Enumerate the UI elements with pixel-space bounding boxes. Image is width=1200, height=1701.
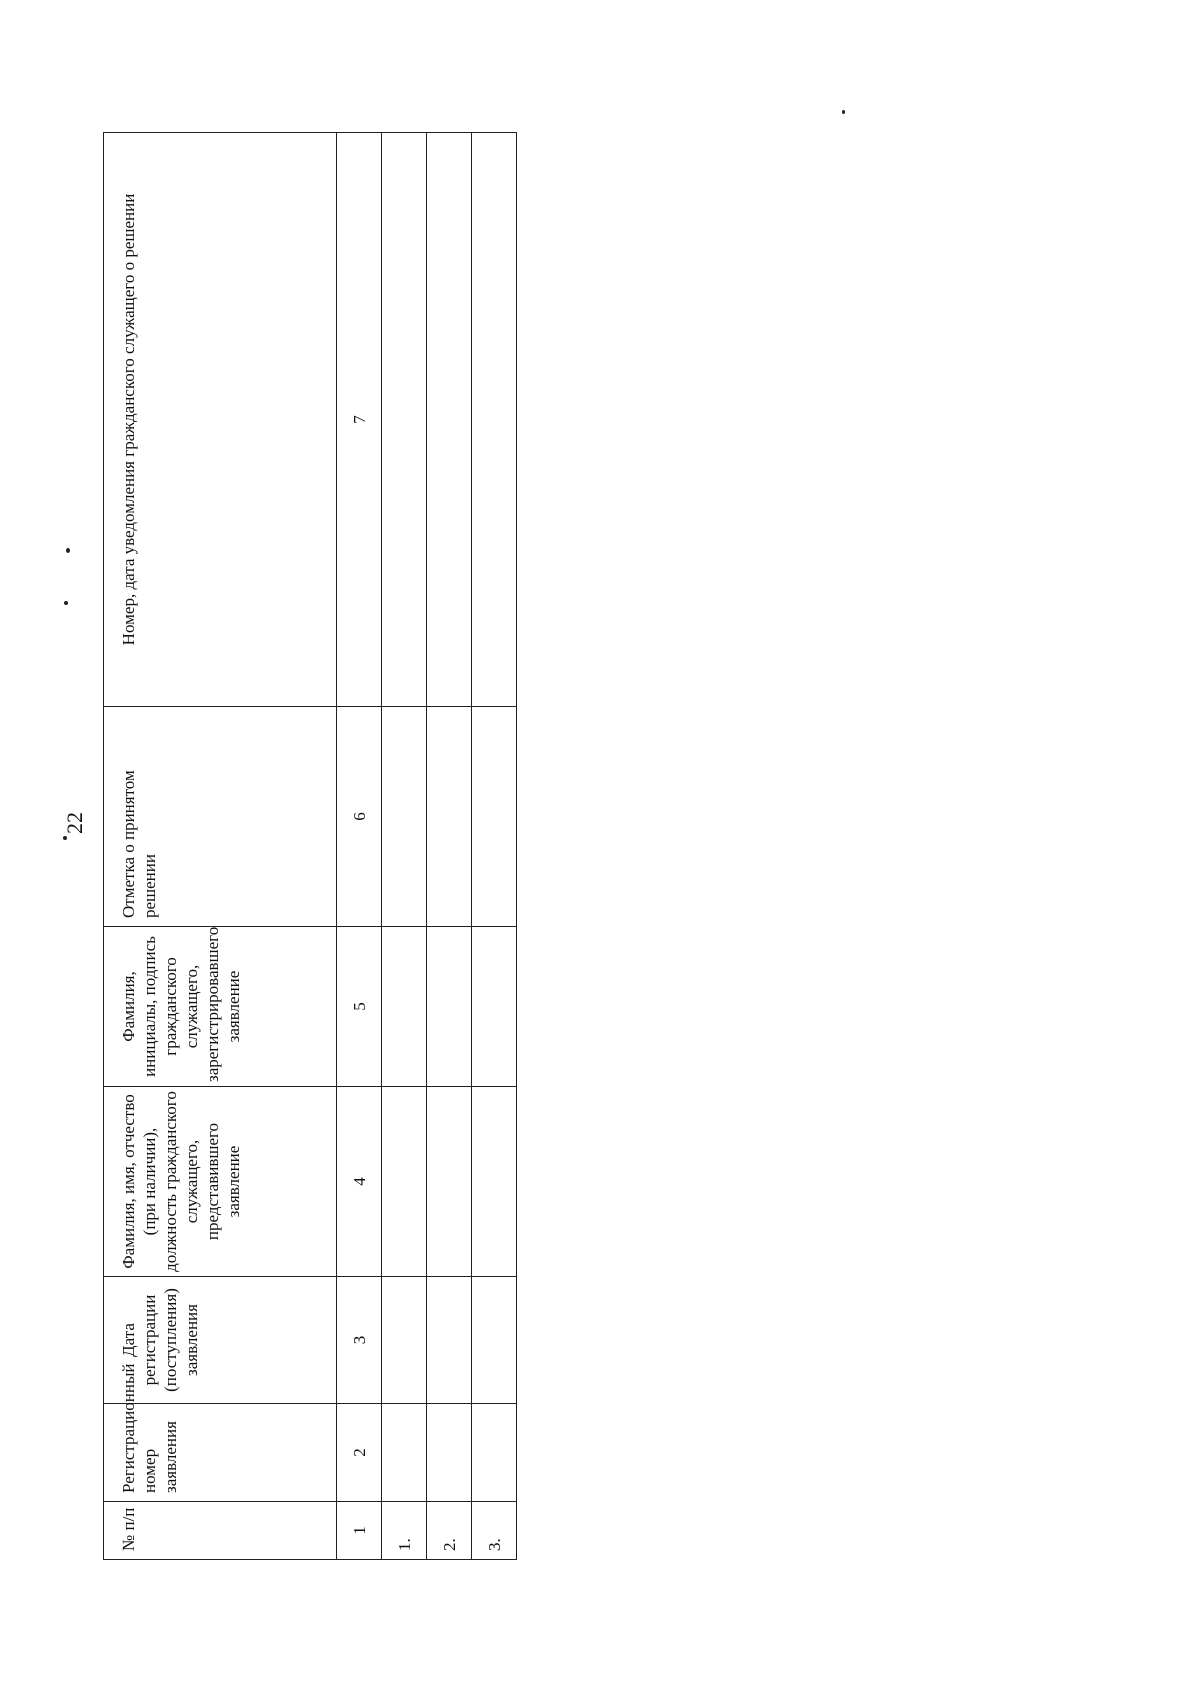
- table-cell: [382, 707, 427, 927]
- table-cell: [472, 1087, 517, 1277]
- table-cell: [427, 927, 472, 1087]
- table-cell: [382, 1404, 427, 1502]
- header-row: [104, 133, 337, 1560]
- column-number: 3: [337, 1277, 382, 1404]
- header-cell: Номер, дата уведомления гражданского служащего о решении: [104, 133, 337, 707]
- column-number-row: [337, 133, 382, 1560]
- header-cell: Фамилия, имя, отчество (при наличии), должность гражданского служащего, представившего заявление: [104, 1087, 337, 1277]
- header-cell: Отметка о принятом решении: [104, 707, 337, 927]
- table-cell: [382, 1087, 427, 1277]
- table-cell: [382, 1277, 427, 1404]
- table-cell: [382, 927, 427, 1087]
- table-row: [427, 133, 472, 1560]
- register-table: [103, 132, 517, 1560]
- header-cell: № п/п: [104, 1502, 337, 1560]
- table-cell: [472, 927, 517, 1087]
- column-number: 5: [337, 927, 382, 1087]
- column-number: 4: [337, 1087, 382, 1277]
- table-cell: [427, 1404, 472, 1502]
- table-row: [472, 133, 517, 1560]
- column-number: 2: [337, 1404, 382, 1502]
- table-cell: [472, 1277, 517, 1404]
- table-cell: [427, 1277, 472, 1404]
- column-number: 7: [337, 133, 382, 707]
- table-cell: [472, 1404, 517, 1502]
- scan-speck: [842, 110, 845, 114]
- table-cell: [427, 1087, 472, 1277]
- table-cell: [472, 133, 517, 707]
- page-number: 22: [62, 812, 87, 834]
- row-number: 1.: [382, 1502, 427, 1560]
- header-cell: Дата регистрации (поступления) заявления: [104, 1277, 337, 1404]
- table-cell: [427, 133, 472, 707]
- scan-speck: [66, 548, 70, 553]
- header-cell: Регистрационный номер заявления: [104, 1404, 337, 1502]
- table-row: [382, 133, 427, 1560]
- column-number: 6: [337, 707, 382, 927]
- header-cell: Фамилия, инициалы, подпись гражданского служащего, зарегистрировавшего заявление: [104, 927, 337, 1087]
- row-number: 2.: [427, 1502, 472, 1560]
- scan-speck: [63, 836, 67, 840]
- table-cell: [427, 707, 472, 927]
- table-cell: [382, 133, 427, 707]
- row-number: 3.: [472, 1502, 517, 1560]
- column-number: 1: [337, 1502, 382, 1560]
- table-cell: [472, 707, 517, 927]
- scan-speck: [64, 601, 68, 605]
- register-table-wrapper: [103, 133, 503, 1560]
